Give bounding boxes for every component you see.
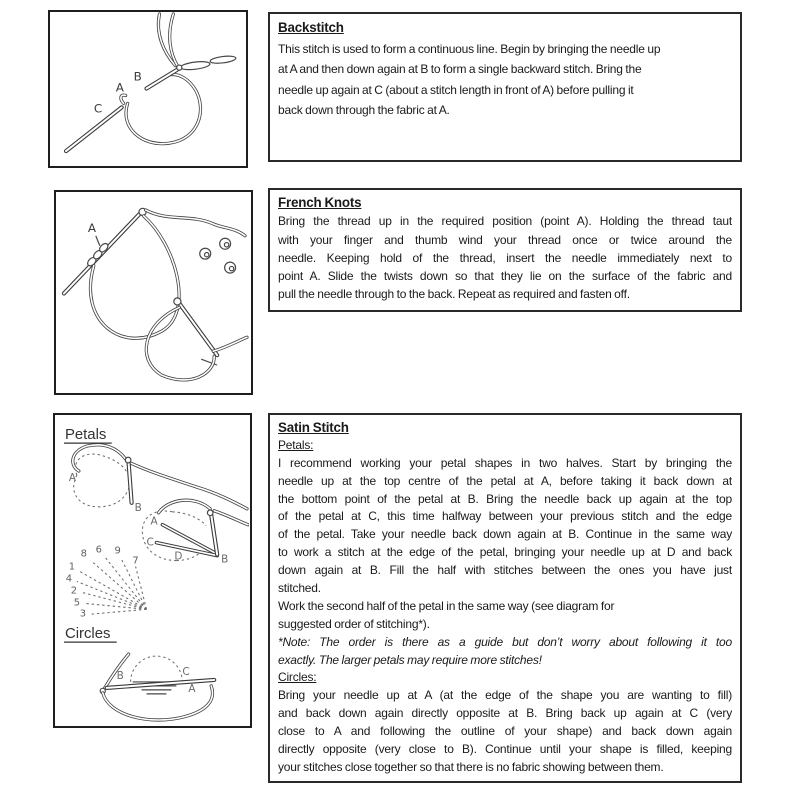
fan-number: 4 — [65, 573, 73, 585]
backstitch-body — [278, 39, 732, 121]
backstitch-label-b: B — [133, 69, 142, 84]
backstitch-needle-top — [147, 65, 182, 88]
fan-number: 1 — [68, 561, 76, 573]
text-line: back down through the fabric at A. — [278, 103, 450, 118]
backstitch-text-box — [268, 12, 742, 162]
french-knot-upper-needle — [64, 208, 146, 293]
satin-stitch-diagram — [55, 415, 249, 725]
petal2-label-b: B — [221, 553, 229, 566]
backstitch-label-a: A — [115, 80, 124, 95]
satin-stitch-body — [278, 437, 732, 777]
french-knots-diagram — [56, 192, 250, 392]
text-line: of the petal at C, this time halfway between your previous stitch and the edge — [278, 509, 732, 524]
text-line: suggested order of stitching*). — [278, 616, 430, 631]
text-line: pull the needle through to the back. Repeat as required and fasten off. — [278, 287, 630, 302]
petal1 — [69, 445, 247, 514]
text-line: Bring your needle up at A (at the edge of the shape you are wanting to fill) — [278, 688, 732, 703]
petal2-label-d: D — [174, 550, 183, 563]
text-line: Work the second half of the petal in the same way (see diagram for — [278, 598, 615, 613]
french-knots-heading: French Knots — [278, 195, 362, 210]
petals-title: Petals — [64, 426, 107, 444]
fan-number: 8 — [80, 548, 88, 560]
text-line: down again at B. Fill the half with stitches between the ones you have just — [278, 563, 732, 578]
satin-stitch-text-box — [268, 413, 742, 783]
petal1-label-a: A — [68, 471, 77, 484]
text-line: Petals: — [278, 437, 314, 452]
backstitch-diagram — [50, 12, 245, 165]
circle-label-a: A — [188, 682, 196, 695]
text-line: directly opposite (very close to B). Continue until your shape is filled, keeping — [278, 742, 732, 757]
french-knots-diagram-box — [54, 190, 253, 395]
text-line: at A and then down again at B to form a single backward stitch. Bring the — [278, 62, 642, 77]
petal2 — [142, 500, 248, 565]
petal2-label-a: A — [150, 515, 158, 528]
text-line: exactly. The larger petals may require more stitches! — [278, 652, 542, 667]
fan-number: 6 — [95, 544, 102, 556]
fan-number: 3 — [79, 608, 87, 620]
french-knot-label-a: A — [87, 220, 96, 235]
stitch-order-fan — [66, 545, 147, 620]
text-line: stitched. — [278, 581, 321, 596]
backstitch-diagram-box — [48, 10, 248, 168]
text-line: to work a stitch at the edge of the petal, bringing your needle up at D and back — [278, 545, 732, 560]
backstitch-existing-stitches — [180, 55, 236, 71]
text-line: *Note: The order is there as a guide but don’t worry about following it too — [278, 634, 732, 649]
text-line: and back down again directly opposite at B. Bring back up again at C (very — [278, 706, 732, 721]
fan-number: 2 — [70, 585, 78, 597]
text-line: close to A and following the outline of your shape) and back down again — [278, 724, 732, 739]
text-line: point A. Slide the twists down so that they lie on the surface of the fabric and — [278, 269, 732, 284]
text-line: Bring the thread up in the required position (point A). Holding the thread taut — [278, 214, 732, 229]
french-knot-lower-needle — [146, 298, 247, 380]
text-line: This stitch is used to form a continuous line. Begin by bringing the needle up — [278, 41, 661, 56]
fan-number: 9 — [114, 545, 121, 557]
text-line: the bottom point of the petal at B. Bring the needle back up again at the top — [278, 491, 732, 506]
satin-stitch-diagram-box — [53, 413, 252, 728]
french-knots-text-box — [268, 188, 742, 312]
french-knots-body — [278, 212, 732, 303]
circle-diagram — [100, 654, 214, 720]
text-line: needle up again at C (about a stitch length in front of A) before pulling it — [278, 82, 634, 97]
petal2-label-c: C — [146, 536, 154, 549]
text-line: Circles: — [278, 670, 317, 685]
french-knot-thread — [87, 210, 245, 338]
fan-number: 7 — [132, 555, 139, 567]
text-line: your stitches close together so that there is no fabric showing between them. — [278, 759, 664, 774]
text-line: needle. Keeping hold of the thread, insert the needle immediately next to — [278, 250, 732, 265]
circle-label-b: B — [116, 669, 124, 682]
text-line: with your finger and thumb wind your thread once or twice around the — [278, 232, 732, 247]
text-line: of the petal. Take your needle back down again at B. Continue in the same way — [278, 527, 732, 542]
text-line: needle up at the top centre of the petal at A, before taking it back down at — [278, 473, 732, 488]
text-line: I recommend working your petal shapes in two halves. Start by bringing the — [278, 455, 732, 470]
finished-knots — [200, 238, 236, 273]
fan-number: 5 — [73, 597, 81, 609]
circles-title: Circles — [64, 625, 111, 643]
satin-stitch-heading: Satin Stitch — [278, 420, 349, 435]
backstitch-label-c: C — [93, 101, 103, 116]
backstitch-heading: Backstitch — [278, 20, 344, 35]
circle-label-c: C — [182, 665, 190, 678]
petal1-label-b: B — [134, 501, 142, 514]
